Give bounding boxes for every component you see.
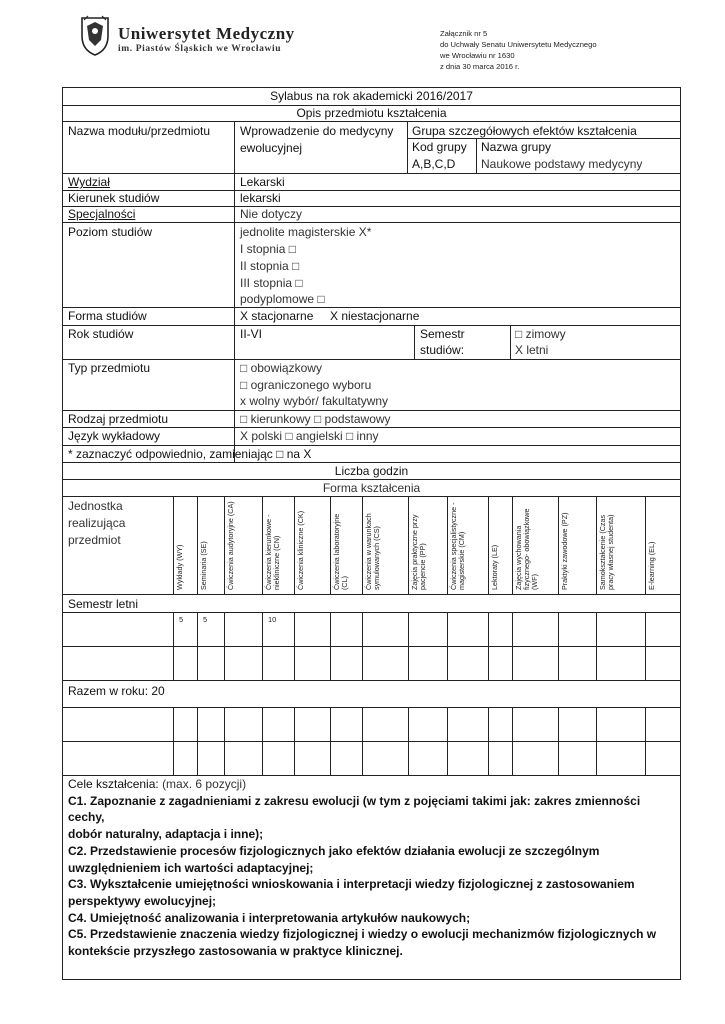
university-crest-logo [78,14,112,56]
semester-summer-label: Semestr letni [68,597,139,611]
goal-line: C3. Wykształcenie umiejętności wnioskowania i interpretacji wiedzy fizjologicznej z zastosowaniem [68,877,635,892]
year-label: Rok studiów [68,327,134,341]
goals-note: (max. 6 pozycji) [162,777,247,791]
goals-heading [68,776,676,793]
kind-label: Rodzaj przedmiotu [68,412,169,426]
goal-line: C5. Przedstawienie znaczenia wiedzy fizjologicznej i wiedzy o ewolucji mechanizmów fizjologicznych w [68,927,657,942]
hours-value: 5 [179,615,184,624]
column-header: Ćwiczenia w warunkach symulowanych (CS) [364,513,381,590]
field-value: lekarski [240,191,281,205]
specialty-value: Nie dotyczy [240,207,303,221]
learning-goals [68,776,676,960]
goal-line: perspektywy ewolucyjnej; [68,893,217,908]
fill-note: * zaznaczyć odpowiednio, zamieniając □ na X [68,447,312,461]
note-line: Załącznik nr 5 [440,29,488,38]
group-name-value: Naukowe podstawy medycyny [481,157,643,171]
note-line: do Uchwały Senatu Uniwersytetu Medycznego [440,40,597,49]
type-label: Typ przedmiotu [68,361,151,375]
level-option: jednolite magisterskie X* [240,225,372,239]
column-header: Ćwiczenia specjalistyczne - magisterskie (CM) [449,502,466,590]
column-header: Praktyki zawodowe (PZ) [560,512,569,590]
semester-summer: X letni [515,343,549,357]
goal-line: C2. Przedstawienie procesów fizjologicznych jako efektów działania ewolucji ze szczególnym [68,843,600,858]
column-header: Ćwiczenia kliniczne (CK) [296,510,305,590]
column-header: Samokształcenie (Czas pracy własnej studenta) [598,514,615,590]
goal-line: C4. Umiejętność analizowania i interpretowania artykułów naukowych; [68,910,471,925]
level-option: I stopnia □ [240,242,296,256]
attachment-note [440,28,597,72]
form-label: Forma studiów [68,309,147,323]
type-option: x wolny wybór/ fakultatywny [240,394,389,408]
unit-label-2: realizująca [68,516,126,530]
unit-label: Jednostka [68,499,123,513]
total-label: Razem w roku: 20 [68,684,165,698]
hours-title: Liczba godzin [334,464,409,478]
faculty-label: Wydział [68,175,110,189]
goals-label: Cele kształcenia: [68,777,159,791]
specialty-label: Specjalności [68,207,136,221]
note-line: z dnia 30 marca 2016 r. [440,62,520,71]
field-label: Kierunek studiów [68,191,160,205]
type-option: □ ograniczonego wyboru [240,378,372,392]
column-header: Zajęcia praktyczne przy pacjencie (PP) [410,514,427,590]
type-option: □ obowiązkowy [240,361,322,375]
note-line: we Wrocławiu nr 1630 [440,51,515,60]
group-name-label: Nazwa grupy [481,140,552,154]
goal-line: uwzględnieniem ich wartości adaptacyjnej; [68,860,314,875]
column-header: Seminaria (SE) [199,541,208,590]
unit-label-3: przedmiot [68,533,121,547]
year-value: II-VI [240,327,263,341]
column-header: Zajęcia wychowania fizycznego- obowiązkowe (WF) [514,508,539,590]
level-label: Poziom studiów [68,225,153,239]
hours-value: 10 [268,615,277,624]
level-option: III stopnia □ [240,276,303,290]
column-header: Lektoraty (LE) [490,544,499,590]
module-name-line1: Wprowadzenie do medycyny [240,124,394,138]
module-name-line2: ewolucyjnej [240,141,303,155]
group-header: Grupa szczegółowych efektów kształcenia [412,124,637,138]
level-option: podyplomowe □ [240,292,325,306]
university-subtitle: im. Piastów Śląskich we Wrocławiu [118,44,282,54]
language-value: X polski □ angielski □ inny [240,429,379,443]
column-header: Ćwiczenia laboratoryjne (CL) [332,513,349,590]
column-header: Ćwiczenia kierunkowe - niekliniczne (CN) [264,514,281,590]
language-label: Język wykładowy [68,429,161,443]
column-header: E-learning (EL) [647,541,656,590]
university-name: Uniwersytet Medyczny [118,24,295,43]
goal-line: kontekście przyszłego zastosowania w praktyce klinicznej. [68,944,403,959]
forms-title: Forma kształcenia [322,481,421,495]
form-full-time: X stacjonarne [240,309,314,323]
faculty-value: Lekarski [240,175,285,189]
semester-label: Semestr [420,327,465,341]
syllabus-subtitle: Opis przedmiotu kształcenia [296,106,447,120]
kind-value: □ kierunkowy □ podstawowy [240,412,391,426]
hours-value: 5 [203,615,208,624]
goal-line: C1. Zapoznanie z zagadnieniami z zakresu ewolucji (w tym z pojęciami takimi jak: zakres zmienności cechy, [68,793,641,825]
column-header: Wykłady (WY) [175,544,184,590]
form-part-time: X niestacjonarne [330,309,420,323]
syllabus-title: Sylabus na rok akademicki 2016/2017 [270,89,473,103]
goal-line: dobór naturalny, adaptacja i inne); [68,827,264,842]
column-header: Ćwiczenia audytoryjne (CA) [226,501,235,590]
semester-label-2: studiów: [420,343,465,357]
group-code-label: Kod grupy [412,140,467,154]
level-option: II stopnia □ [240,259,300,273]
group-code-value: A,B,C,D [412,157,456,171]
semester-winter: □ zimowy [515,327,566,341]
module-label: Nazwa modułu/przedmiotu [68,124,211,138]
